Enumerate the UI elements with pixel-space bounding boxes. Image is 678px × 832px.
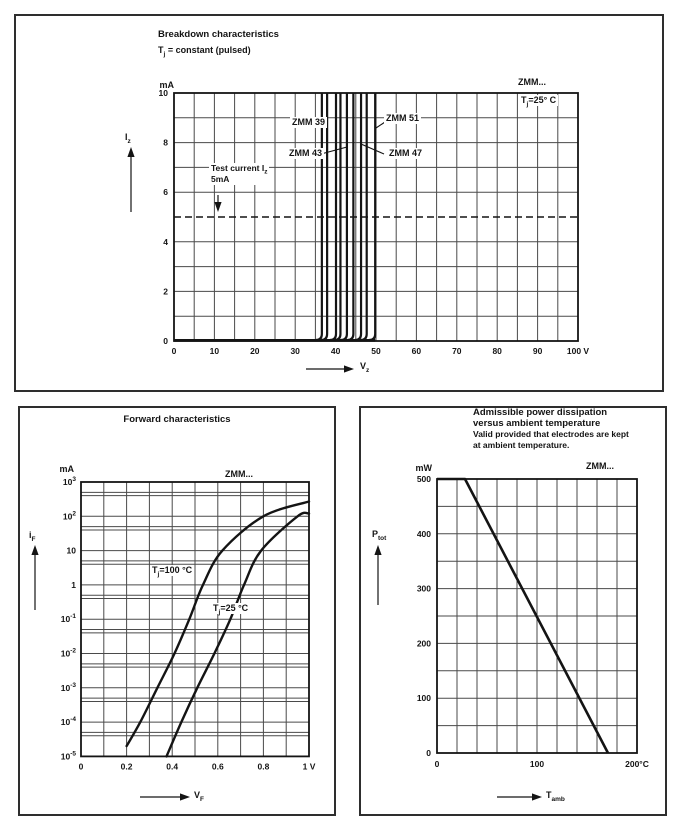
tamb-sub: amb: [551, 795, 565, 803]
test-sub: z: [264, 168, 268, 176]
t100-post: =100 °C: [159, 565, 193, 575]
forward-title: Forward characteristics: [123, 414, 231, 425]
svg-text:0.2: 0.2: [120, 761, 133, 772]
svg-text:10: 10: [66, 545, 76, 556]
breakdown-panel: [14, 14, 664, 392]
power-note-line1: Valid provided that electrodes are kept: [473, 429, 629, 439]
series-label-tj25: [211, 603, 250, 614]
breakdown-y-unit: mA: [159, 80, 174, 90]
xname-sub: z: [366, 366, 370, 374]
if-pre: i: [29, 530, 32, 540]
breakdown-subtitle: [158, 45, 251, 56]
subtitle-pre: T: [158, 45, 164, 55]
t25-sub: j: [218, 608, 221, 616]
svg-text:10: 10: [209, 346, 220, 356]
breakdown-y-axis-name: [125, 132, 131, 143]
curve-label-zmm47: ZMM 47: [389, 148, 423, 158]
xname-pre: V: [360, 361, 367, 371]
forward-y-axis-name: [29, 530, 36, 541]
svg-text:102: $10^2$: [62, 510, 76, 522]
svg-text:0: 0: [78, 761, 84, 772]
svg-text:0.8: 0.8: [257, 761, 270, 772]
test-note-line1: [211, 163, 268, 176]
series-label-tj100: [150, 565, 194, 576]
svg-text:10-1: $10^{-1}$: [60, 613, 76, 625]
power-y-axis-name: [372, 529, 386, 540]
svg-text:10-2: $10^{-2}$: [60, 647, 76, 659]
ptot-sub: tot: [378, 534, 387, 542]
breakdown-condition-label: [519, 95, 558, 106]
test-note-line2: 5mA: [211, 174, 230, 184]
svg-text:0.6: 0.6: [211, 761, 224, 772]
curve-label-zmm39: ZMM 39: [292, 117, 326, 127]
t25-post: =25 °C: [220, 603, 249, 613]
svg-text:0: 0: [426, 748, 431, 758]
svg-text:200: 200: [416, 638, 431, 649]
ptot-pre: P: [372, 529, 379, 539]
svg-text:70: 70: [452, 346, 462, 356]
yname-sub: z: [127, 137, 131, 145]
power-family-label: ZMM...: [586, 461, 614, 471]
svg-text:20: 20: [250, 346, 260, 356]
power-note-line2: at ambient temperature.: [473, 440, 570, 450]
power-title-line1: Admissible power dissipation: [473, 407, 608, 418]
t100-sub: j: [157, 570, 160, 578]
svg-text:100: 100: [529, 759, 545, 769]
breakdown-family-label: ZMM...: [518, 77, 546, 87]
breakdown-chart: [16, 16, 662, 390]
svg-text:80: 80: [492, 346, 502, 356]
tamb-pre: T: [546, 790, 552, 800]
cond-sub: j: [526, 100, 529, 108]
forward-x-axis-name: [194, 790, 204, 801]
svg-text:1 V: 1 V: [302, 761, 316, 772]
breakdown-title: Breakdown characteristics: [158, 29, 279, 40]
if-sub: F: [31, 535, 36, 543]
svg-text:60: 60: [411, 346, 422, 356]
svg-text:10-3: $10^{-3}$: [60, 681, 76, 693]
cond-post: =25° C: [528, 95, 557, 105]
forward-y-unit: mA: [59, 464, 74, 474]
subtitle-post: = constant (pulsed): [165, 45, 251, 55]
t25-pre: T: [213, 603, 219, 613]
svg-text:2: 2: [163, 286, 168, 297]
svg-text:4: 4: [163, 236, 168, 247]
svg-text:40: 40: [330, 346, 341, 356]
svg-text:100: 100: [416, 693, 431, 704]
svg-text:6: 6: [163, 187, 168, 198]
vf-pre: V: [194, 790, 201, 800]
breakdown-x-axis-name: [360, 361, 369, 372]
svg-text:10: 10: [158, 88, 168, 98]
svg-text:200°C: 200°C: [625, 759, 649, 769]
vf-sub: F: [200, 795, 204, 803]
power-x-axis-name: [546, 790, 565, 801]
svg-text:0: 0: [171, 346, 177, 356]
subtitle-sub: j: [163, 50, 166, 58]
svg-text:103: $10^3$: [62, 476, 76, 487]
cond-pre: T: [521, 95, 527, 105]
svg-text:300: 300: [416, 583, 431, 594]
svg-text:10-4: $10^{-4}$: [60, 716, 76, 728]
yname-pre: I: [125, 132, 128, 142]
svg-text:100 V: 100 V: [566, 346, 590, 356]
svg-text:400: 400: [416, 528, 431, 539]
svg-text:8: 8: [163, 137, 168, 148]
curve-label-zmm43: ZMM 43: [289, 148, 323, 158]
svg-text:30: 30: [290, 346, 300, 356]
svg-text:0.4: 0.4: [166, 761, 179, 772]
svg-text:90: 90: [532, 346, 543, 356]
power-title-line2: versus ambient temperature: [473, 418, 601, 429]
test-pre: Test current I: [211, 163, 265, 173]
forward-family-label: ZMM...: [225, 469, 253, 479]
t100-pre: T: [152, 565, 158, 575]
power-title: [473, 407, 629, 451]
svg-text:50: 50: [371, 346, 381, 356]
test-current-note: [209, 163, 269, 185]
power-y-unit: mW: [415, 463, 432, 473]
svg-text:0: 0: [163, 336, 168, 346]
svg-text:500: 500: [416, 474, 431, 484]
svg-text:10-5: $10^{-5}$: [60, 750, 76, 762]
svg-text:0: 0: [434, 759, 440, 769]
curve-label-zmm51: ZMM 51: [386, 113, 420, 123]
svg-text:1: 1: [71, 579, 76, 590]
